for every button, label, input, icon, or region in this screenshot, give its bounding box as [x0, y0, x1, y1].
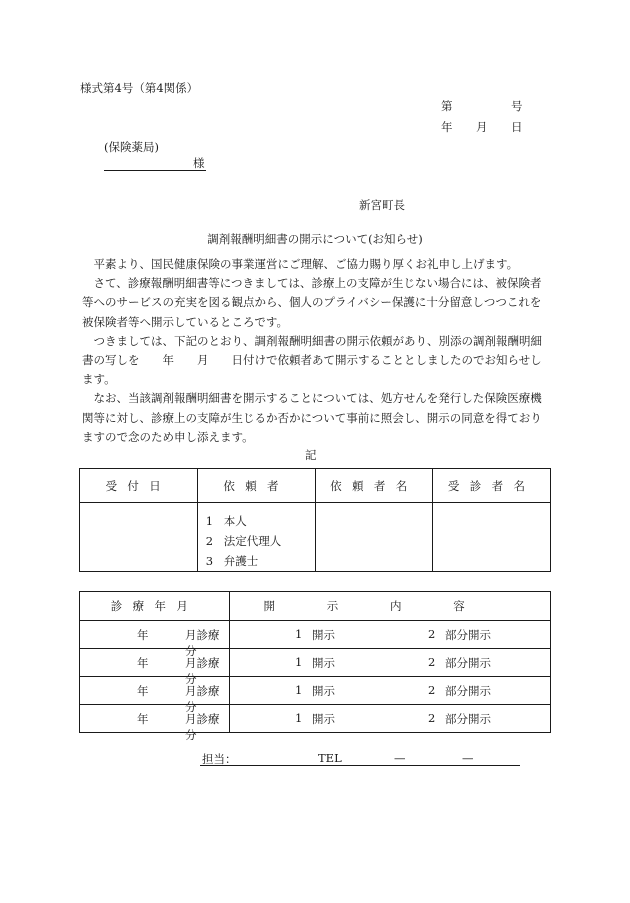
table-row: 年 月診療分 1 開示 2 部分開示	[80, 705, 551, 733]
partial-disclose-option[interactable]: 部分開示	[445, 656, 491, 670]
requester-option[interactable]: 3 弁護士	[205, 554, 259, 568]
paragraph: さて、診療報酬明細書等につきましては、診療上の支障が生じない場合には、被保険者等へのサービスの充実を図る観点から、個人のプライバシー保護に十分留意しつつこれを被保険者等へ開示しているところです。	[82, 276, 542, 329]
request-table	[79, 468, 551, 572]
partial-disclose-option[interactable]: 部分開示	[445, 684, 491, 698]
requester-options	[198, 503, 315, 571]
addressee-suffix: 様	[193, 156, 205, 170]
contact-line	[200, 751, 520, 766]
table-row: 年 月診療分 1 開示 2 部分開示	[80, 677, 551, 705]
header-treatment-month: 診療年月	[80, 592, 230, 621]
number-prefix: 第	[441, 99, 453, 113]
partial-disclose-option[interactable]: 部分開示	[445, 628, 491, 642]
number-suffix: 号	[511, 99, 523, 113]
disclose-option[interactable]: 開示	[312, 712, 335, 726]
tel-separator: —	[462, 751, 474, 765]
paragraph: つきましては、下記のとおり、調剤報酬明細書の開示依頼があり、別添の調剤報酬明細書の写しを 年 月 日付けで依頼者あて開示することとしましたのでお知らせします。	[82, 333, 542, 387]
patient-name-cell[interactable]	[433, 503, 551, 572]
requester-option[interactable]: 2 法定代理人	[205, 534, 282, 548]
document-title: 調剤報酬明細書の開示について(お知らせ)	[207, 232, 423, 246]
header-requester: 依頼者	[197, 469, 315, 503]
requester-option[interactable]: 1 本人	[205, 514, 247, 528]
disclose-option[interactable]: 開示	[312, 656, 335, 670]
requester-name-cell[interactable]	[315, 503, 433, 572]
tel-separator: —	[394, 751, 406, 765]
addressee: (保険薬局)	[104, 140, 159, 154]
ki-heading: 記	[305, 448, 317, 462]
date-year: 年	[441, 120, 453, 134]
body-text	[82, 255, 552, 447]
sender: 新宮町長	[359, 198, 405, 212]
contact-person-label: 担当：	[202, 752, 237, 766]
paragraph: 平素より、国民健康保険の事業運営にご理解、ご協力賜り厚くお礼申し上げます。	[93, 257, 519, 271]
date-day: 日	[511, 120, 523, 134]
date-month: 月	[476, 120, 488, 134]
header-patient-name: 受診者名	[433, 469, 551, 503]
addressee-underline	[104, 170, 206, 171]
header-received-date: 受付日	[80, 469, 198, 503]
table-row: 年 月診療分 1 開示 2 部分開示	[80, 649, 551, 677]
header-disclosure-content: 開示内容	[230, 592, 551, 621]
requester-cell[interactable]	[197, 503, 315, 572]
form-number: 様式第4号（第4関係）	[80, 81, 199, 95]
disclosure-table	[79, 591, 551, 742]
disclose-option[interactable]: 開示	[312, 628, 335, 642]
paragraph: なお、当該調剤報酬明細書を開示することについては、処方せんを発行した保険医療機関等に対し、診療上の支障が生じるか否かについて事前に照会し、開示の同意を得ておりますので念のため申し添えます。	[82, 391, 542, 444]
disclose-option[interactable]: 開示	[312, 684, 335, 698]
tel-label: TEL	[318, 751, 342, 765]
table-row: 年 月診療分 1 開示 2 部分開示	[80, 621, 551, 649]
partial-disclose-option[interactable]: 部分開示	[445, 712, 491, 726]
received-date-cell[interactable]	[80, 503, 198, 572]
header-requester-name: 依頼者名	[315, 469, 433, 503]
